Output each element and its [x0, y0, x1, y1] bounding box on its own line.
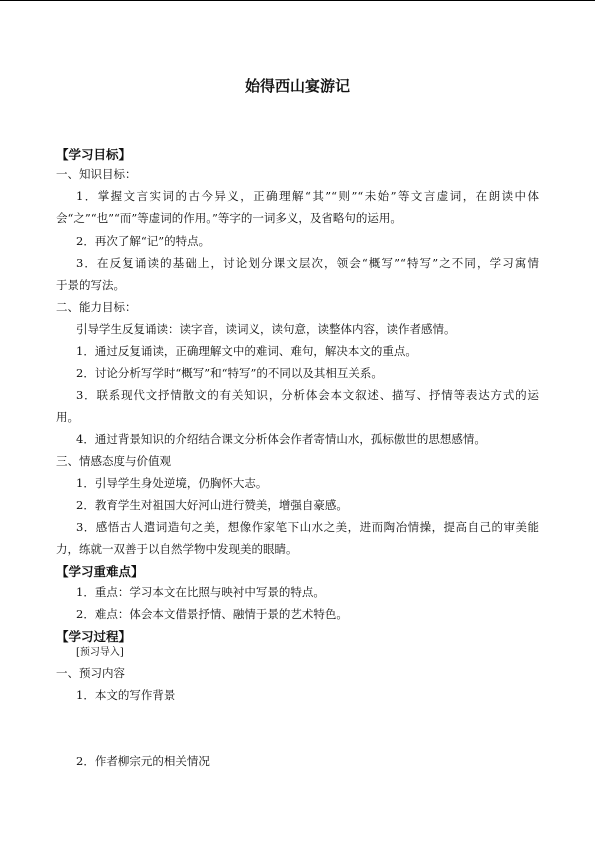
emotion-item-1: 1．引导学生身处逆境，仍胸怀大志。 — [76, 476, 268, 490]
learning-process-heading: 【学习过程】 — [56, 629, 132, 644]
key-points-heading: 【学习重难点】 — [56, 564, 144, 579]
knowledge-item-3-line-2: 于景的写法。 — [56, 278, 125, 292]
ability-item-3-line-1: 3．联系现代文抒情散文的有关知识，分析体会本文叙述、描写、抒情等表达方式的运 — [76, 388, 539, 402]
ability-item-3-line-2: 用。 — [56, 410, 79, 424]
key-point-1: 1．重点：学习本文在比照与映衬中写景的特点。 — [76, 585, 325, 599]
knowledge-goals-heading: 一、知识目标： — [56, 167, 137, 181]
ability-item-1: 1．通过反复诵读，正确理解文中的难词、难句，解决本文的重点。 — [76, 344, 417, 358]
emotion-item-3-line-2: 力，练就一双善于以自然学物中发现美的眼睛。 — [56, 542, 298, 556]
ability-intro: 引导学生反复诵读：读字音，读词义，读句意，读整体内容，读作者感情。 — [76, 322, 456, 336]
learning-goals-heading: 【学习目标】 — [56, 147, 132, 162]
preview-content-heading: 一、预习内容 — [56, 666, 125, 680]
knowledge-item-2: 2．再次了解“记”的特点。 — [76, 234, 211, 248]
emotion-goals-heading: 三、情感态度与价值观 — [56, 454, 171, 468]
ability-goals-heading: 二、能力目标： — [56, 300, 137, 314]
page-title: 始得西山宴游记 — [244, 77, 350, 95]
key-point-2: 2．难点：体会本文借景抒情、融情于景的艺术特色。 — [76, 607, 348, 621]
knowledge-item-1-line-2: 会“之”“也”“而”等虚词的作用。”等字的一词多义，及省略句的运用。 — [56, 211, 402, 225]
ability-item-2: 2．讨论分析写学时“概写”和“特写”的不同以及其相互关系。 — [76, 366, 383, 380]
preview-intro: [预习导入] — [76, 647, 124, 658]
knowledge-item-3-line-1: 3．在反复诵读的基础上，讨论划分课文层次，领会“概写”“特写”之不同，学习寓情 — [76, 256, 539, 270]
preview-item-1: 1．本文的写作背景 — [76, 688, 176, 702]
ability-item-4: 4．通过背景知识的介绍结合课文分析体会作者寄情山水，孤标傲世的思想感情。 — [76, 432, 486, 446]
knowledge-item-1-line-1: 1．掌握文言实词的古今异义，正确理解“其”“则”“未始”等文言虚词，在朗读中体 — [76, 189, 539, 203]
top-rule — [0, 0, 595, 1]
emotion-item-2: 2．教育学生对祖国大好河山进行赞美，增强自豪感。 — [76, 498, 348, 512]
preview-item-2: 2．作者柳宗元的相关情况 — [76, 754, 210, 768]
emotion-item-3-line-1: 3．感悟古人遣词造句之美，想像作家笔下山水之美，进而陶冶情操，提高自己的审美能 — [76, 520, 539, 534]
